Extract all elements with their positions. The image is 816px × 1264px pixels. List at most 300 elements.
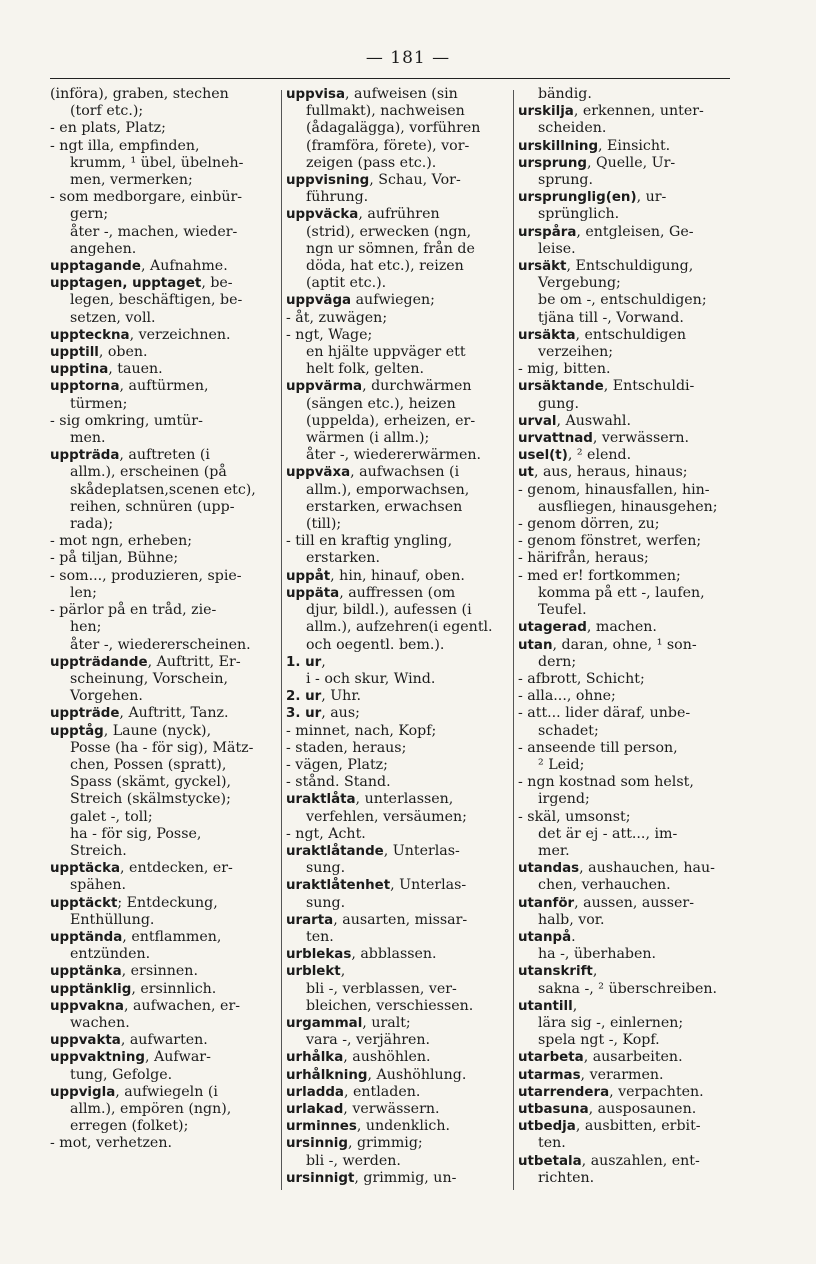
definition-text: , aushauchen, hau- <box>579 860 715 877</box>
entry-line <box>518 723 740 740</box>
definition-text: , ausposaunen. <box>588 1100 697 1117</box>
entry-line <box>518 1170 740 1187</box>
dictionary-entry <box>286 172 508 189</box>
definition-text: - mig, bitten. <box>518 361 611 378</box>
dictionary-entry <box>286 963 508 980</box>
dictionary-entry <box>50 929 276 946</box>
dictionary-entry <box>50 860 276 877</box>
headword: urskillning <box>518 138 599 154</box>
entry-line <box>286 241 508 258</box>
dictionary-entry <box>50 654 276 671</box>
entry-line <box>286 258 508 275</box>
definition-text: , machen. <box>586 619 657 636</box>
entry-line <box>518 86 740 103</box>
dictionary-entry <box>518 860 740 877</box>
definition-text: , entladen. <box>343 1083 421 1100</box>
dictionary-entry <box>286 1084 508 1101</box>
definition-text: komma på ett -, laufen, <box>538 584 705 601</box>
definition-text: helt folk, gelten. <box>306 361 424 378</box>
definition-text: , Aufwar- <box>145 1049 211 1066</box>
dictionary-entry <box>286 1049 508 1066</box>
definition-text: leise. <box>538 240 576 257</box>
definition-text: sung. <box>306 894 346 911</box>
headword: ursäktande <box>518 379 604 395</box>
definition-text: scheinung, Vorschein, <box>70 670 229 687</box>
definition-text: entzünden. <box>70 946 151 963</box>
headword: utan <box>518 637 553 653</box>
definition-text: erstarken, erwachsen <box>306 498 463 515</box>
definition-text: führung. <box>306 189 369 206</box>
entry-line <box>50 843 276 860</box>
headword: urspåra <box>518 224 577 240</box>
entry-line <box>50 568 276 585</box>
definition-text: , ausbitten, erbit- <box>575 1118 701 1135</box>
entry-line <box>286 430 508 447</box>
definition-text: , Einsicht. <box>598 137 671 154</box>
dictionary-entry <box>286 912 508 929</box>
entry-line <box>286 499 508 516</box>
dictionary-entry <box>518 1049 740 1066</box>
definition-text: , aufrühren <box>358 206 440 223</box>
column-3 <box>518 86 740 1226</box>
definition-text: Enthüllung. <box>70 911 155 928</box>
entry-line <box>50 533 276 550</box>
entry-line <box>286 860 508 877</box>
entry-line <box>50 224 276 241</box>
entry-line <box>50 310 276 327</box>
headword: uppväxa <box>286 465 351 481</box>
dictionary-entry <box>518 378 740 395</box>
entry-line <box>50 757 276 774</box>
entry-line <box>286 550 508 567</box>
dictionary-entry <box>518 1067 740 1084</box>
definition-text: - ngt, Wage; <box>286 326 373 343</box>
dictionary-entry <box>286 464 508 481</box>
definition-text: irgend; <box>538 791 590 808</box>
headword: urskilja <box>518 104 574 120</box>
dictionary-entry <box>518 430 740 447</box>
entry-line <box>518 585 740 602</box>
definition-text: , Auswahl. <box>556 412 631 429</box>
entry-line <box>518 344 740 361</box>
definition-text: setzen, voll. <box>70 309 156 326</box>
headword: urladda <box>286 1084 344 1100</box>
definition-text: verfehlen, versäumen; <box>306 808 467 825</box>
definition-text: - åt, zuwägen; <box>286 309 388 326</box>
headword: uppvärma <box>286 379 363 395</box>
definition-text: , ur- <box>636 189 667 206</box>
headword: uraktlåtande <box>286 843 384 859</box>
headword: uppvigla <box>50 1084 116 1100</box>
dictionary-entry <box>286 877 508 894</box>
entry-line <box>286 757 508 774</box>
entry-line <box>50 550 276 567</box>
headword: uppvisning <box>286 173 370 189</box>
definition-text: , entflammen, <box>122 928 222 945</box>
entry-line <box>518 602 740 619</box>
definition-text: (till); <box>306 516 342 533</box>
definition-text: Vorgehen. <box>70 688 143 705</box>
entry-line <box>286 671 508 688</box>
definition-text: - genom, hinausfallen, hin- <box>518 481 710 498</box>
definition-text: djur, bildl.), aufessen (i <box>306 602 472 619</box>
definition-text: , Auftritt, Tanz. <box>119 705 229 722</box>
entry-line <box>518 241 740 258</box>
definition-text: , aufweisen (sin <box>345 86 458 102</box>
entry-line <box>50 912 276 929</box>
entry-line <box>50 413 276 430</box>
entry-line <box>50 774 276 791</box>
headword: utbedja <box>518 1119 576 1135</box>
entry-line <box>50 1135 276 1152</box>
definition-text: , Schau, Vor- <box>369 172 461 189</box>
entry-line <box>50 1067 276 1084</box>
entry-line <box>50 206 276 223</box>
entry-line <box>518 809 740 826</box>
dictionary-entry <box>286 206 508 223</box>
definition-text: men. <box>70 430 106 447</box>
definition-text: len; <box>70 584 97 601</box>
entry-line <box>286 103 508 120</box>
definition-text: - till en kraftig yngling, <box>286 533 453 550</box>
definition-text: spähen. <box>70 877 127 894</box>
dictionary-entry <box>286 1170 508 1187</box>
definition-text: , tauen. <box>108 361 163 378</box>
entry-line <box>518 361 740 378</box>
entry-line <box>286 155 508 172</box>
definition-text: ha - för sig, Posse, <box>70 825 202 842</box>
column-1 <box>50 86 276 1226</box>
headword: ursprung <box>518 155 587 171</box>
headword: uppäta <box>286 585 340 601</box>
dictionary-entry <box>50 1084 276 1101</box>
entry-line <box>518 1015 740 1032</box>
entry-line <box>518 206 740 223</box>
entry-line <box>286 447 508 464</box>
definition-text: wärmen (i allm.); <box>306 430 430 447</box>
headword: upptorna <box>50 379 120 395</box>
headword: upptänka <box>50 964 122 980</box>
definition-text: - afbrott, Schicht; <box>518 670 645 687</box>
entry-line <box>518 671 740 688</box>
definition-text: (sängen etc.), heizen <box>306 395 456 412</box>
dictionary-entry <box>50 723 276 740</box>
definition-text: , entgleisen, Ge- <box>576 223 694 240</box>
definition-text: döda, hat etc.), reizen <box>306 258 464 275</box>
entry-line <box>50 946 276 963</box>
entry-line <box>518 482 740 499</box>
definition-text: , <box>572 997 578 1014</box>
definition-text: , abblassen. <box>351 946 437 963</box>
headword: urval <box>518 413 557 429</box>
definition-text: , ² elend. <box>567 447 632 464</box>
definition-text: be om -, entschuldigen; <box>538 292 707 309</box>
dictionary-entry <box>286 568 508 585</box>
definition-text: , verpachten. <box>609 1083 704 1100</box>
definition-text: bändig. <box>538 86 592 102</box>
definition-text: men, vermerken; <box>70 172 193 189</box>
headword: urblekas <box>286 947 352 963</box>
entry-line <box>286 774 508 791</box>
definition-text: - pärlor på en tråd, zie- <box>50 602 217 619</box>
dictionary-entry <box>518 929 740 946</box>
headword: urhålka <box>286 1050 344 1066</box>
definition-text: , auszahlen, ent- <box>581 1152 700 1169</box>
headword: uppvakta <box>50 1033 121 1049</box>
dictionary-entry <box>50 361 276 378</box>
definition-text: krumm, ¹ übel, übelneh- <box>70 154 244 171</box>
definition-text: , aushöhlen. <box>343 1049 431 1066</box>
definition-text: - härifrån, heraus; <box>518 550 649 567</box>
dictionary-entry <box>286 1101 508 1118</box>
entry-line <box>286 826 508 843</box>
entry-line <box>286 413 508 430</box>
definition-text: galet -, toll; <box>70 808 153 825</box>
entry-line <box>518 310 740 327</box>
entry-line <box>286 809 508 826</box>
dictionary-entry <box>286 1135 508 1152</box>
entry-line <box>50 103 276 120</box>
definition-text: (torf etc.); <box>70 103 144 120</box>
dictionary-entry <box>518 224 740 241</box>
entry-line <box>50 619 276 636</box>
definition-text: , ersinnlich. <box>131 980 217 997</box>
definition-text: ; Entdeckung, <box>117 894 218 911</box>
definition-text: , grimmig; <box>347 1135 423 1152</box>
definition-text: , Laune (nyck), <box>103 722 212 739</box>
definition-text: - mot, verhetzen. <box>50 1135 172 1152</box>
definition-text: - som..., produzieren, spie- <box>50 567 242 584</box>
dictionary-entry <box>50 378 276 395</box>
definition-text: bli -, verblassen, ver- <box>306 980 457 997</box>
dictionary-entry <box>518 189 740 206</box>
definition-text: , aus; <box>321 705 360 722</box>
entry-line <box>50 292 276 309</box>
headword: uppträdande <box>50 654 148 670</box>
definition-text: sprünglich. <box>538 206 620 223</box>
definition-text: och oegentl. bem.). <box>306 636 445 653</box>
definition-text: , Auftritt, Er- <box>147 653 241 670</box>
definition-text: sung. <box>306 860 346 877</box>
definition-text: det är ej - att..., im- <box>538 825 678 842</box>
entry-line <box>286 998 508 1015</box>
definition-text: , Aufnahme. <box>140 258 228 275</box>
definition-text: , <box>592 963 598 980</box>
definition-text: - en plats, Platz; <box>50 120 166 137</box>
headword: urgammal <box>286 1015 363 1031</box>
dictionary-entry <box>286 688 508 705</box>
definition-text: - staden, heraus; <box>286 739 407 756</box>
definition-text: åter -, machen, wieder- <box>70 223 238 240</box>
dictionary-entry <box>50 327 276 344</box>
definition-text: , verwässern. <box>592 430 690 447</box>
column-divider <box>513 90 514 1190</box>
dictionary-entry <box>518 138 740 155</box>
definition-text: gern; <box>70 206 109 223</box>
dictionary-entry <box>50 447 276 464</box>
definition-text: , uralt; <box>362 1014 411 1031</box>
dictionary-entry <box>50 963 276 980</box>
entry-line <box>286 138 508 155</box>
definition-text: , entschuldigen <box>575 326 687 343</box>
definition-text: , verwässern. <box>343 1100 440 1117</box>
definition-text: schadet; <box>538 722 599 739</box>
headword: uppteckna <box>50 327 130 343</box>
definition-text: . <box>571 928 576 945</box>
entry-line <box>518 843 740 860</box>
definition-text: allm.), aufzehren(i egentl. <box>306 619 493 636</box>
definition-text: Streich. <box>70 842 127 859</box>
entry-line <box>50 637 276 654</box>
definition-text: , undenklich. <box>356 1118 450 1135</box>
entry-line <box>286 224 508 241</box>
headword: utbasuna <box>518 1101 589 1117</box>
headword: 3. ur <box>286 706 322 722</box>
definition-text: skådeplatsen,scenen etc), <box>70 481 256 498</box>
definition-text: reihen, schnüren (upp- <box>70 498 235 515</box>
definition-text: , auffressen (om <box>339 584 456 601</box>
dictionary-entry <box>518 327 740 344</box>
definition-text: , aussen, ausser- <box>574 894 695 911</box>
definition-text: , <box>340 963 346 980</box>
dictionary-entry <box>286 791 508 808</box>
headword: uppvakna <box>50 998 124 1014</box>
definition-text: , daran, ohne, ¹ son- <box>552 636 697 653</box>
definition-text: dern; <box>538 653 577 670</box>
dictionary-entry <box>50 1032 276 1049</box>
headword: uppväga <box>286 293 352 309</box>
definition-text: , aufwachsen (i <box>350 464 460 481</box>
dictionary-entry <box>518 464 740 481</box>
headword: ursäkt <box>518 259 567 275</box>
definition-text: , auftürmen, <box>119 378 209 395</box>
definition-text: , ersinnen. <box>121 963 198 980</box>
entry-line <box>518 981 740 998</box>
headword: upptill <box>50 345 99 361</box>
entry-line <box>286 723 508 740</box>
headword: urblekt <box>286 964 341 980</box>
entry-line <box>50 516 276 533</box>
definition-text: - genom fönstret, werfen; <box>518 533 702 550</box>
entry-line <box>518 172 740 189</box>
dictionary-entry <box>286 378 508 395</box>
definition-text: , aufwarten. <box>120 1032 208 1049</box>
entry-line <box>518 275 740 292</box>
entry-line <box>518 705 740 722</box>
entry-line <box>518 1032 740 1049</box>
headword: utantill <box>518 998 573 1014</box>
headword: utanför <box>518 895 575 911</box>
definition-text: , entdecken, er- <box>120 860 233 877</box>
headword: ursprunglig(en) <box>518 190 637 206</box>
definition-text: - som medborgare, einbür- <box>50 189 243 206</box>
definition-text: , Entschuldigung, <box>566 258 694 275</box>
headword: upptagen, upptaget <box>50 276 202 292</box>
definition-text: aufwiegen; <box>351 292 435 309</box>
headword: ursinnig <box>286 1136 348 1152</box>
headword: upptagande <box>50 259 141 275</box>
dictionary-entry <box>518 637 740 654</box>
definition-text: ha -, überhaben. <box>538 946 657 963</box>
entry-line <box>518 533 740 550</box>
dictionary-entry <box>286 1118 508 1135</box>
column-divider <box>281 90 282 1190</box>
definition-text: sakna -, ² überschreiben. <box>538 980 718 997</box>
definition-text: - minnet, nach, Kopf; <box>286 722 437 739</box>
headword: utarbeta <box>518 1050 584 1066</box>
definition-text: verzeihen; <box>538 344 614 361</box>
definition-text: (aptit etc.). <box>306 275 387 292</box>
definition-text: , aufwiegeln (i <box>115 1083 218 1100</box>
dictionary-entry <box>50 981 276 998</box>
headword: upptända <box>50 929 123 945</box>
entry-line <box>286 275 508 292</box>
definition-text: , grimmig, un- <box>354 1169 457 1186</box>
entry-line <box>50 499 276 516</box>
dictionary-entry <box>50 705 276 722</box>
entry-line <box>518 292 740 309</box>
definition-text: , aus, heraus, hinaus; <box>533 464 688 481</box>
entry-line <box>518 550 740 567</box>
headword: utagerad <box>518 620 587 636</box>
dictionary-entry <box>518 1084 740 1101</box>
headword: uraktlåtenhet <box>286 878 391 894</box>
definition-text: ten. <box>306 928 334 945</box>
definition-text: , verzeichnen. <box>129 326 231 343</box>
entry-line <box>286 929 508 946</box>
entry-line <box>50 740 276 757</box>
entry-line <box>518 877 740 894</box>
headword: ursäkta <box>518 327 576 343</box>
dictionary-entry <box>286 946 508 963</box>
entry-line <box>518 774 740 791</box>
dictionary-entry <box>286 705 508 722</box>
definition-text: chen, Possen (spratt), <box>70 756 227 773</box>
definition-text: , verarmen. <box>580 1066 664 1083</box>
entry-line <box>518 120 740 137</box>
entry-line <box>286 482 508 499</box>
entry-line <box>50 120 276 137</box>
definition-text: (uppelda), erheizen, er- <box>306 412 476 429</box>
definition-text: legen, beschäftigen, be- <box>70 292 243 309</box>
definition-text: gung. <box>538 395 579 412</box>
headword: ut <box>518 465 534 481</box>
dictionary-entry <box>518 1153 740 1170</box>
definition-text: (ådagalägga), vorführen <box>306 120 481 137</box>
entry-line <box>518 912 740 929</box>
entry-line <box>50 688 276 705</box>
entry-line <box>50 826 276 843</box>
dictionary-entry <box>50 895 276 912</box>
definition-text: (framföra, förete), vor- <box>306 137 470 154</box>
definition-text: , aufwachen, er- <box>123 997 241 1014</box>
dictionary-entry <box>518 155 740 172</box>
headword: upptäckt <box>50 895 118 911</box>
definition-text: åter -, wiedererscheinen. <box>70 636 251 653</box>
dictionary-entry <box>518 619 740 636</box>
entry-line <box>286 533 508 550</box>
entry-line <box>50 464 276 481</box>
dictionary-entry <box>286 843 508 860</box>
definition-text: - med er! fortkommen; <box>518 567 681 584</box>
definition-text: allm.), empören (ngn), <box>70 1100 232 1117</box>
entry-line <box>518 568 740 585</box>
entry-line <box>286 637 508 654</box>
headword: uppträda <box>50 448 120 464</box>
headword: upptänklig <box>50 981 132 997</box>
definition-text: - mot ngn, erheben; <box>50 533 192 550</box>
definition-text: (strid), erwecken (ngn, <box>306 223 472 240</box>
